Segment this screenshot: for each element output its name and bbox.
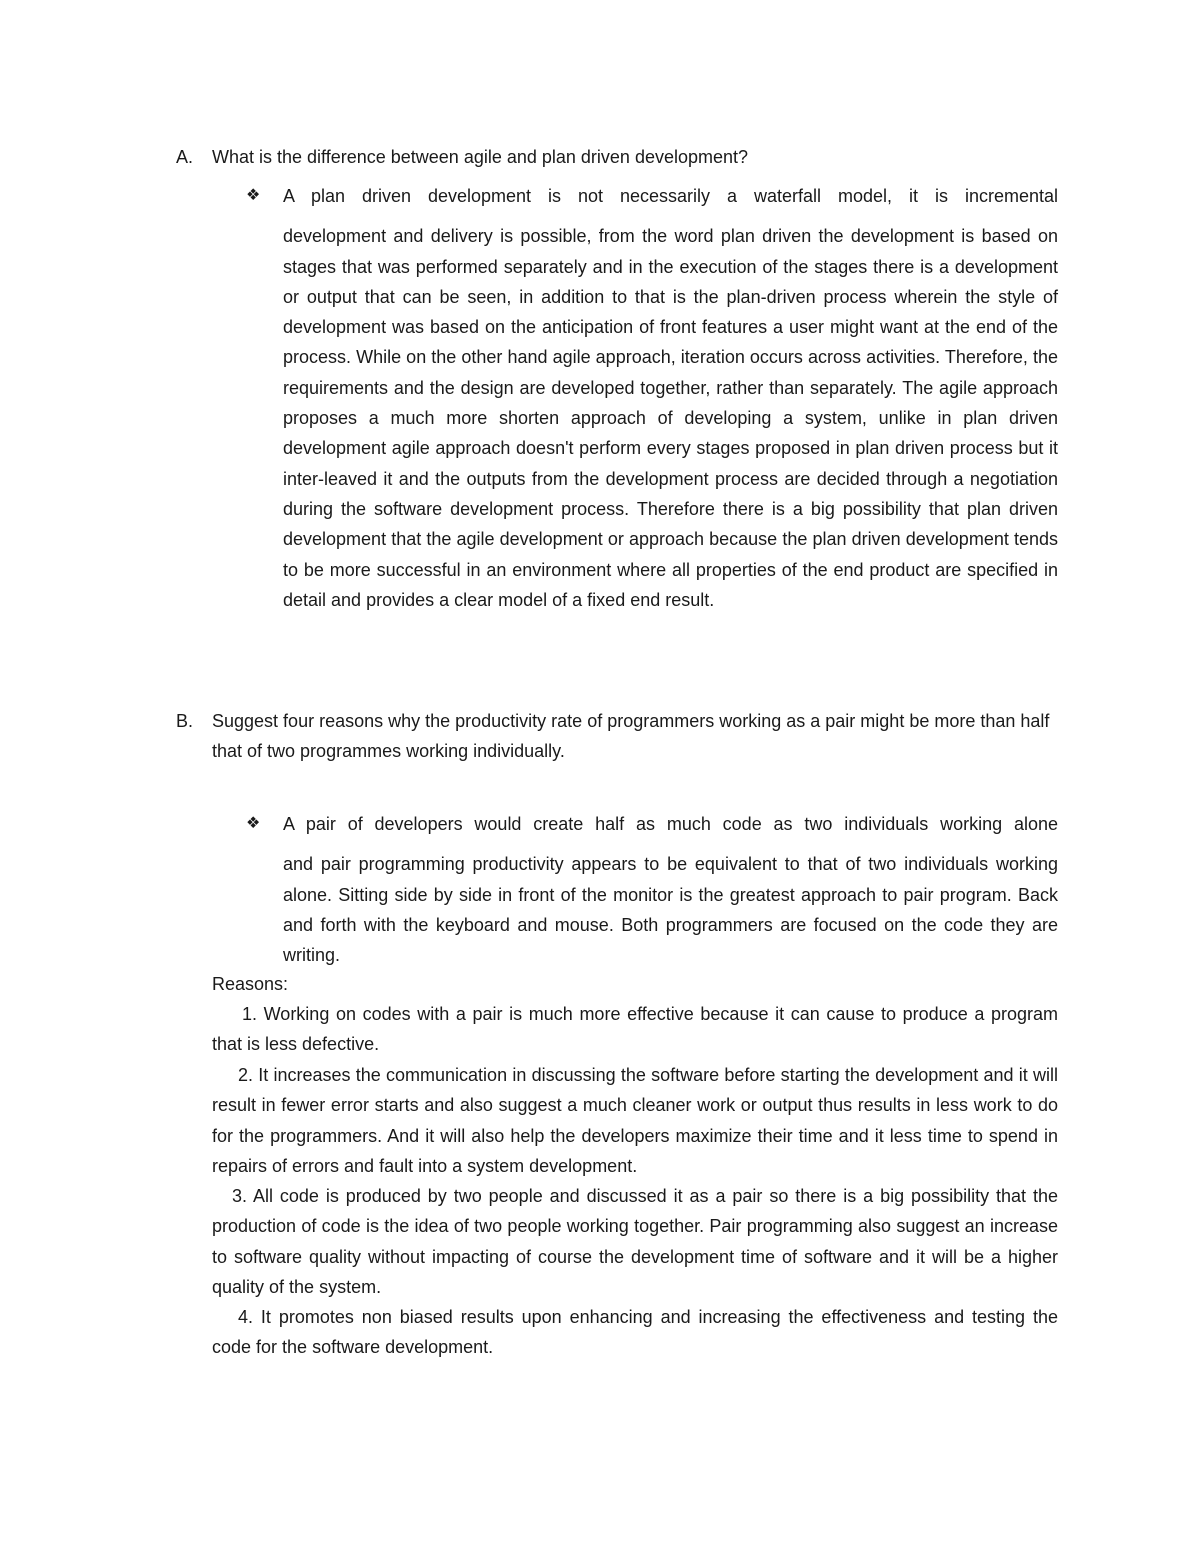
answer-a: [283, 181, 1058, 615]
answer-b: [283, 809, 1058, 970]
reason-item: 1. Working on codes with a pair is much more effective because it can cause to produce a program that is less defective.: [212, 1004, 1058, 1055]
reason-item: 4. It promotes non biased results upon enhancing and increasing the effectiveness and testing the code for the software development.: [212, 1307, 1058, 1358]
question-a-letter: A.: [176, 147, 194, 167]
diamond-bullet-icon: ❖: [246, 815, 261, 832]
question-b-text: Suggest four reasons why the productivity rate of programmers working as a pair might be more than half that of two programmes working individually.: [212, 711, 1050, 762]
answer-b-first-line: A pair of developers would create half as much code as two individuals working alone: [283, 814, 1058, 834]
diamond-bullet-icon: ❖: [246, 187, 261, 204]
answer-a-first-line: A plan driven development is not necessarily a waterfall model, it is incremental: [283, 186, 1058, 206]
question-a-text: What is the difference between agile and plan driven development?: [212, 147, 749, 167]
reason-item: 3. All code is produced by two people and discussed it as a pair so there is a big possibility that the production of code is the idea of two people working together. Pair programming also suggest an increase to software quality without impacting of course the development time of software and it will be a higher quality of the system.: [212, 1186, 1058, 1297]
answer-b-body: and pair programming productivity appears to be equivalent to that of two individuals working alone. Sitting side by side in front of the monitor is the greatest approach to pair program. Back and forth with the keyboard and mouse. Both programmers are focused on the code they are writing.: [283, 854, 1058, 966]
answer-a-body: development and delivery is possible, from the word plan driven the development is based on stages that was performed separately and in the execution of the stages there is a development or output that can be seen, in addition to that is the plan-driven process wherein the style of development was based on the anticipation of front features a user might want at the end of the process. While on the other hand agile approach, iteration occurs across activities. Therefore, the requirements and the design are developed together, rather than separately. The agile approach proposes a much more shorten approach of developing a system, unlike in plan driven development agile approach doesn't perform every stages proposed in plan driven process but it inter-leaved it and the outputs from the development process are decided through a negotiation during the software development process. Therefore there is a big possibility that plan driven development that the agile development or approach because the plan driven development tends to be more successful in an environment where all properties of the end product are specified in detail and provides a clear model of a fixed end result.: [283, 226, 1058, 610]
question-b: [176, 706, 1066, 767]
reason-item: 2. It increases the communication in discussing the software before starting the development and it will result in fewer error starts and also suggest a much cleaner work or output thus results in less work to do for the programmers. And it will also help the developers maximize their time and it less time to spend in repairs of errors and fault into a system development.: [212, 1065, 1058, 1176]
question-b-letter: B.: [176, 711, 194, 731]
question-a: [176, 142, 1056, 172]
reasons-heading: Reasons:: [212, 974, 289, 994]
